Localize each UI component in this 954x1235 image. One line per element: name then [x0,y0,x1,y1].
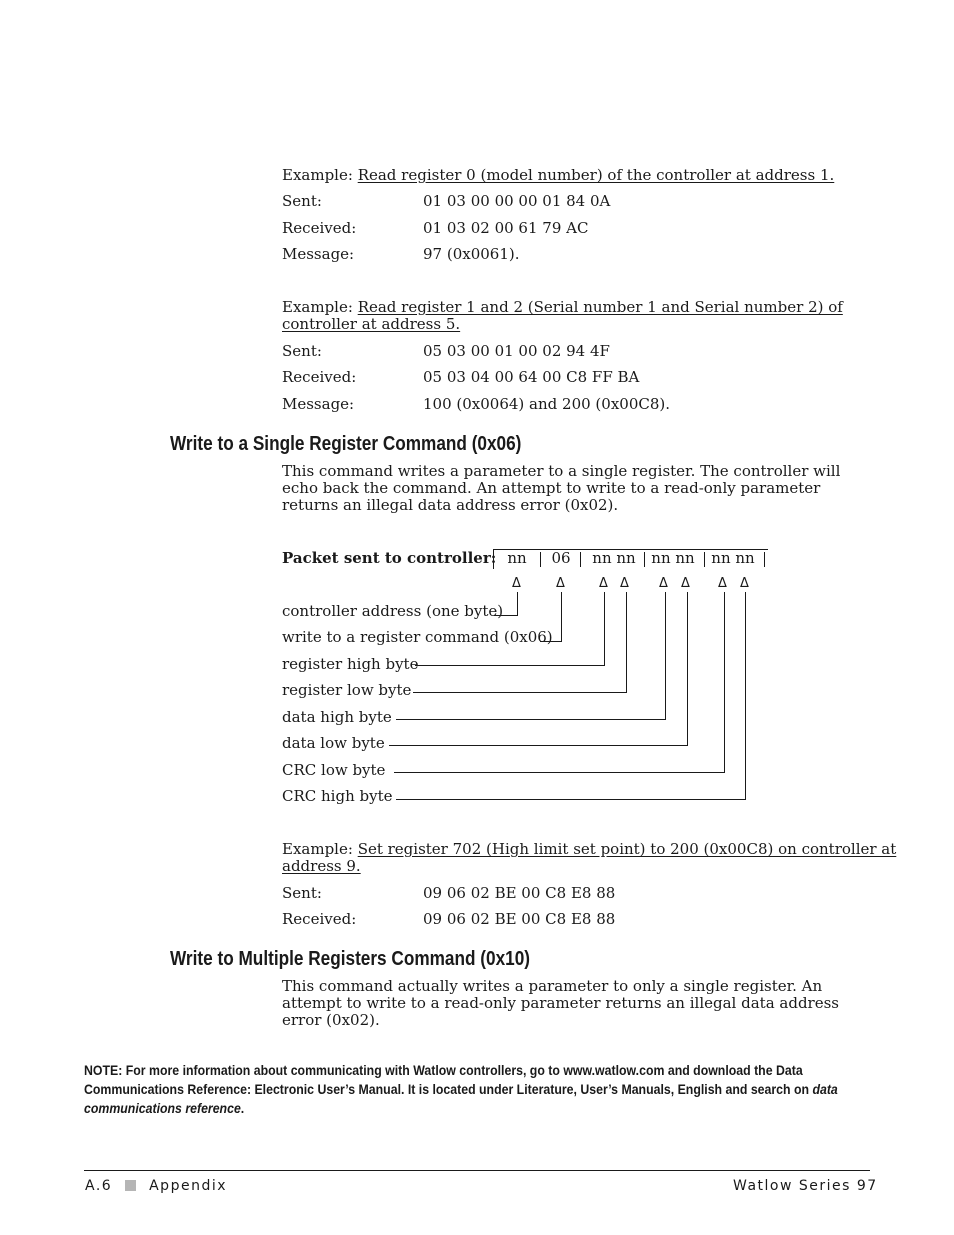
packet-label: Packet sent to controller: [282,549,497,567]
delta-marker: Δ [718,576,727,591]
section-body: This command writes a parameter to a single register. The controller will echo back the command. An attempt to write to a read-only parameter returns an illegal data address error (0x02). [282,462,841,514]
example-label: Example: [282,840,353,858]
delta-marker: Δ [659,576,668,591]
example-description-cont: controller at address 5. [282,315,461,333]
row-label: Sent: [282,192,322,210]
row-value: 97 (0x0061). [423,245,520,263]
row-label: Sent: [282,342,322,360]
delta-marker: Δ [512,576,521,591]
row-value: 09 06 02 BE 00 C8 E8 88 [423,884,616,902]
field-label: CRC low byte [282,761,386,779]
note-text: NOTE: For more information about communicating with Watlow controllers, go to www.watlow.com and download the Data Communications Reference: Electronic User’s Manual. It is located under Literature, User’s Manuals, English and search on data communications reference. [84,1062,838,1116]
square-separator-icon [125,1180,136,1191]
packet-cell: nn nn [711,549,755,567]
row-label: Message: [282,245,355,263]
example-label: Example: [282,298,353,316]
row-label: Message: [282,395,355,413]
footer-left [85,1178,227,1194]
example-description-cont: address 9. [282,857,361,875]
delta-marker: Δ [599,576,608,591]
section-heading: Write to Multiple Registers Command (0x10) [170,948,530,970]
example-description: Read register 0 (model number) of the controller at address 1. [357,166,835,184]
row-label: Sent: [282,884,322,902]
packet-cell: nn [507,549,527,567]
example-label: Example: [282,166,353,184]
field-label: data high byte [282,708,392,726]
row-value: 05 03 00 01 00 02 94 4F [423,342,610,360]
delta-marker: Δ [620,576,629,591]
row-value: 100 (0x0064) and 200 (0x00C8). [423,395,671,413]
packet-cell: nn nn [592,549,636,567]
example-description: Read register 1 and 2 (Serial number 1 and Serial number 2) of [357,298,843,316]
field-label: register low byte [282,681,412,699]
row-value: 01 03 02 00 61 79 AC [423,219,589,237]
footer-product: Watlow Series 97 [733,1178,878,1194]
delta-marker: Δ [556,576,565,591]
section-body: This command actually writes a parameter to only a single register. An attempt to write to a read-only parameter returns an illegal data address error (0x02). [282,977,839,1029]
packet-cell: 06 [551,549,571,567]
section-heading: Write to a Single Register Command (0x06) [170,433,522,455]
row-value: 09 06 02 BE 00 C8 E8 88 [423,910,616,928]
row-value: 05 03 04 00 64 00 C8 FF BA [423,368,640,386]
example-3 [282,841,896,858]
field-label: register high byte [282,655,419,673]
field-label: CRC high byte [282,787,393,805]
note-italic: data communications reference [84,1081,838,1116]
page-number: A.6 [85,1178,113,1194]
field-label: controller address (one byte) [282,602,504,620]
field-label: write to a register command (0x06) [282,628,553,646]
delta-marker: Δ [681,576,690,591]
example-description: Set register 702 (High limit set point) to 200 (0x00C8) on controller at [357,840,897,858]
delta-marker: Δ [740,576,749,591]
row-label: Received: [282,910,357,928]
row-value: 01 03 00 00 00 01 84 0A [423,192,611,210]
footer-section: Appendix [149,1178,228,1194]
row-label: Received: [282,368,357,386]
field-label: data low byte [282,734,385,752]
row-label: Received: [282,219,357,237]
packet-cell: nn nn [651,549,695,567]
